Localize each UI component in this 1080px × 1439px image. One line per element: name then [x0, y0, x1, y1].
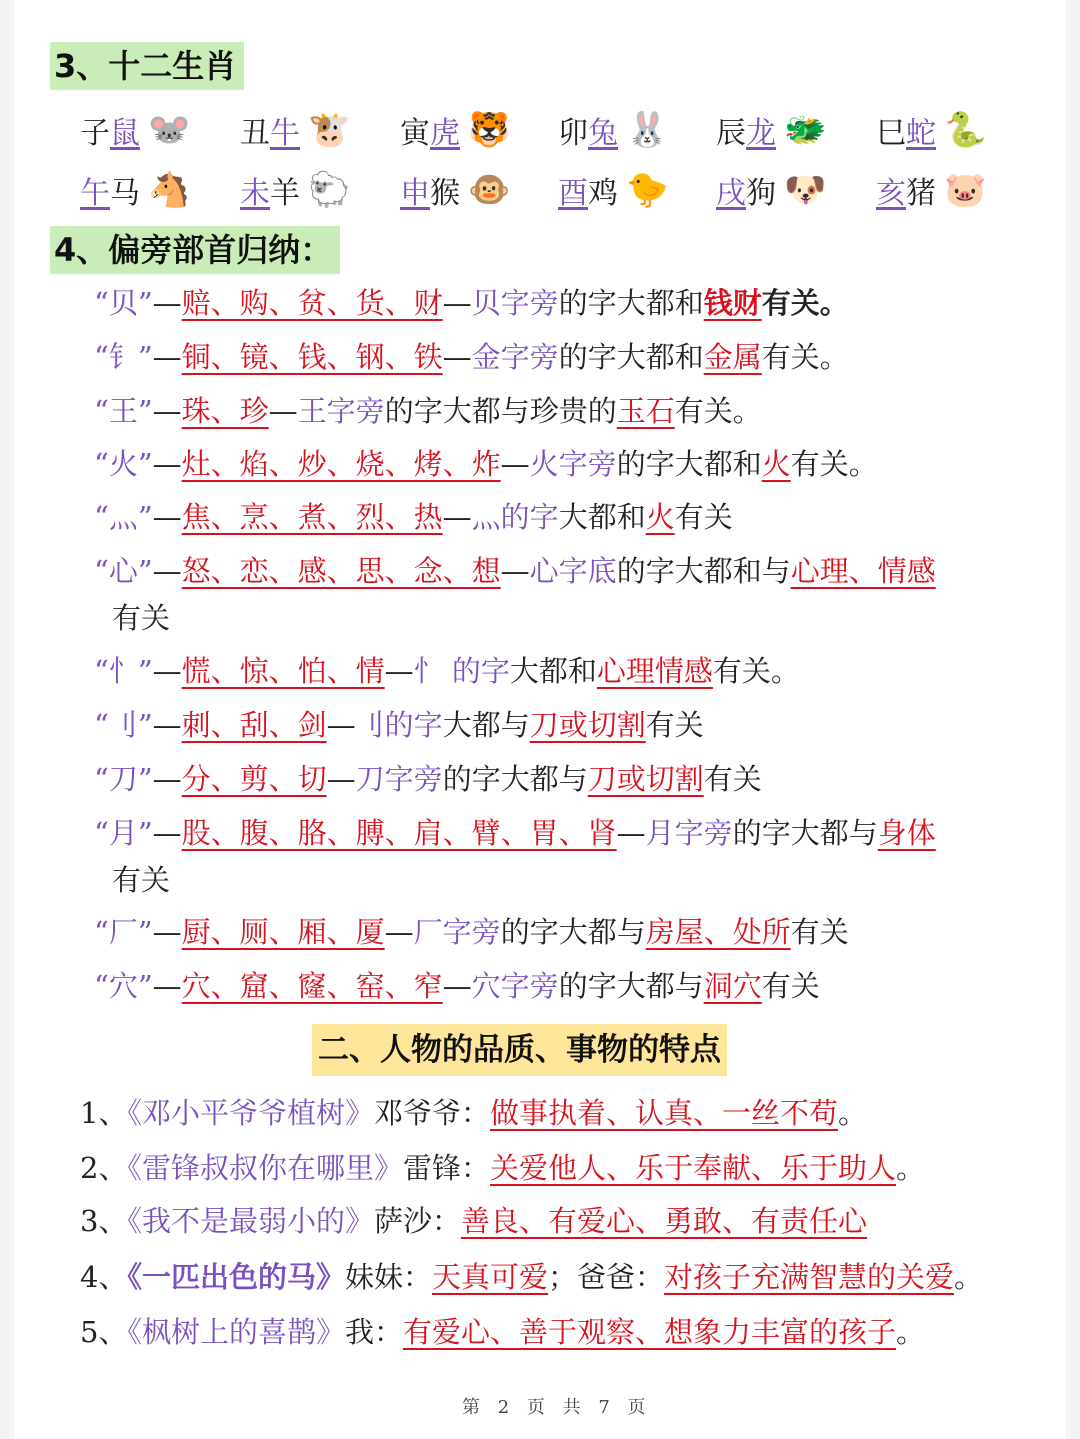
radical-row — [94, 494, 733, 540]
radical-row — [94, 441, 878, 487]
radical-label: “灬” — [94, 500, 153, 534]
zodiac-animal-icon: 🐶 — [784, 170, 827, 210]
character-name: 萨沙： — [373, 1204, 461, 1238]
radical-name: 穴字旁 — [471, 969, 559, 1003]
zodiac-animal: 猴 — [430, 176, 460, 211]
radical-name: 刀字旁 — [355, 762, 443, 796]
quality-item — [80, 1198, 867, 1244]
second-character: ；爸爸： — [548, 1260, 665, 1294]
radical-name: 火字旁 — [529, 447, 617, 481]
zodiac-animal-icon: 🐤 — [626, 170, 669, 210]
example-chars: 焦、烹、煮、烈、热 — [181, 500, 443, 534]
ending-text: 有关 — [790, 915, 849, 949]
radical-row — [94, 909, 849, 955]
zodiac-branch: 巳 — [876, 116, 906, 151]
zodiac-animal: 马 — [110, 176, 140, 211]
quality-item — [80, 1309, 925, 1355]
dash: — — [326, 762, 356, 796]
book-title: 《雷锋叔叔你在哪里》 — [127, 1151, 403, 1185]
ending-text: 有关。 — [761, 286, 849, 320]
zodiac-branch: 戌 — [716, 176, 746, 211]
dash: — — [326, 708, 356, 742]
ending-text: 。 — [954, 1260, 984, 1294]
dash: — — [152, 286, 182, 320]
meaning-topic: 玉石 — [616, 394, 675, 428]
zodiac-item — [240, 168, 350, 212]
meaning-topic: 洞穴 — [703, 969, 762, 1003]
zodiac-animal-icon: 🐴 — [148, 170, 191, 210]
connector-text: 的字大都与珍贵的 — [384, 394, 617, 428]
connector-text: 的字大都与 — [558, 969, 704, 1003]
book-title: 《枫树上的喜鹊》 — [127, 1315, 345, 1349]
connector-text: 的字大都和 — [558, 340, 704, 374]
quality-text: 关爱他人、乐于奉献、乐于助人 — [489, 1151, 896, 1185]
zodiac-animal-icon: 🐭 — [148, 110, 191, 150]
item-number: 2、 — [80, 1151, 128, 1185]
zodiac-branch: 辰 — [716, 116, 746, 151]
dash: — — [152, 654, 182, 688]
quality-text: 有爱心、善于观察、想象力丰富的孩子 — [402, 1315, 896, 1349]
example-chars: 赔、购、贫、货、财 — [181, 286, 443, 320]
ending-text: 。 — [838, 1096, 868, 1130]
page-number: 第 2 页 共 7 页 — [462, 1397, 652, 1418]
zodiac-animal-icon: 🐰 — [626, 110, 669, 150]
zodiac-animal: 猪 — [906, 176, 936, 211]
item-number: 3、 — [80, 1204, 128, 1238]
zodiac-animal: 鸡 — [588, 176, 618, 211]
ending-text: 有关。 — [674, 394, 762, 428]
connector-text: 大都与 — [442, 708, 530, 742]
ending-text: 有关 — [112, 601, 171, 635]
radical-row — [94, 280, 849, 326]
zodiac-item — [876, 168, 986, 212]
radical-label: “心” — [94, 554, 153, 588]
dash: — — [442, 340, 472, 374]
zodiac-branch: 寅 — [400, 116, 430, 151]
dash: — — [152, 394, 182, 428]
example-chars: 分、剪、切 — [181, 762, 327, 796]
character-name: 雷锋： — [402, 1151, 490, 1185]
radical-row — [94, 702, 704, 748]
zodiac-animal: 牛 — [270, 116, 300, 151]
quality-item — [80, 1145, 925, 1191]
radical-label: “贝” — [94, 286, 153, 320]
quality-text: 天真可爱 — [431, 1260, 548, 1294]
example-chars: 慌、惊、怕、情 — [181, 654, 385, 688]
zodiac-item — [558, 108, 668, 152]
ending-text: 有关。 — [790, 447, 878, 481]
zodiac-animal-icon: 🐮 — [308, 110, 351, 150]
zodiac-branch: 子 — [80, 116, 110, 151]
zodiac-item — [80, 108, 190, 152]
radical-name: 心字底 — [529, 554, 617, 588]
quality-text: 做事执着、认真、一丝不苟 — [489, 1096, 838, 1130]
zodiac-animal-icon: 🐲 — [784, 110, 827, 150]
meaning-topic: 金属 — [703, 340, 762, 374]
section-title-zodiac: 3、十二生肖 — [50, 42, 244, 90]
zodiac-branch: 未 — [240, 176, 270, 211]
radical-name: 刂的字 — [355, 708, 443, 742]
meaning-topic: 钱财 — [703, 286, 762, 320]
meaning-topic: 刀或切割 — [529, 708, 646, 742]
ending-text: 有关 — [703, 762, 762, 796]
example-chars: 股、腹、胳、膊、肩、臂、胃、肾 — [181, 816, 617, 850]
zodiac-item — [80, 168, 190, 212]
example-chars: 穴、窟、窿、窑、窄 — [181, 969, 443, 1003]
radical-name: 厂字旁 — [413, 915, 501, 949]
radical-name: 贝字旁 — [471, 286, 559, 320]
dash: — — [152, 500, 182, 534]
zodiac-animal-icon: 🐵 — [468, 170, 511, 210]
connector-text: 的字大都和 — [558, 286, 704, 320]
dash: — — [152, 447, 182, 481]
dash: — — [152, 762, 182, 796]
example-chars: 灶、焰、炒、烧、烤、炸 — [181, 447, 501, 481]
radical-label: “月” — [94, 816, 153, 850]
zodiac-animal: 蛇 — [906, 116, 936, 151]
example-chars: 怒、恋、感、思、念、想 — [181, 554, 501, 588]
zodiac-animal: 狗 — [746, 176, 776, 211]
connector-text: 的字大都和 — [616, 447, 762, 481]
connector-text: 大都和 — [558, 500, 646, 534]
example-chars: 铜、镜、钱、钢、铁 — [181, 340, 443, 374]
meaning-topic: 心理、情感 — [790, 554, 936, 588]
radical-row — [94, 334, 849, 380]
zodiac-item — [876, 108, 986, 152]
radical-label: “王” — [94, 394, 153, 428]
zodiac-item — [716, 168, 826, 212]
ending-text: 有关。 — [712, 654, 800, 688]
quality-text-2: 对孩子充满智慧的关爱 — [664, 1260, 955, 1294]
zodiac-animal: 兔 — [588, 116, 618, 151]
dash: — — [442, 969, 472, 1003]
character-name: 我： — [344, 1315, 403, 1349]
ending-text: 有关。 — [761, 340, 849, 374]
radical-name: 灬的字 — [471, 500, 559, 534]
zodiac-branch: 午 — [80, 176, 110, 211]
dash: — — [268, 394, 298, 428]
book-title: 《一匹出色的马》 — [127, 1260, 345, 1294]
ending-text: 。 — [896, 1315, 926, 1349]
ending-text: 有关 — [674, 500, 733, 534]
zodiac-item — [240, 108, 350, 152]
quality-item — [80, 1254, 983, 1300]
zodiac-branch: 丑 — [240, 116, 270, 151]
item-number: 1、 — [80, 1096, 128, 1130]
radical-row — [94, 756, 762, 802]
character-name: 妹妹： — [344, 1260, 432, 1294]
radical-label: “厂” — [94, 915, 153, 949]
example-chars: 珠、珍 — [181, 394, 269, 428]
dash: — — [152, 340, 182, 374]
connector-text: 的字大都与 — [442, 762, 588, 796]
zodiac-item — [558, 168, 668, 212]
dash: — — [152, 708, 182, 742]
book-title: 《我不是最弱小的》 — [127, 1204, 374, 1238]
dash: — — [442, 286, 472, 320]
item-number: 4、 — [80, 1260, 128, 1294]
meaning-topic: 火 — [761, 447, 791, 481]
radical-name: 王字旁 — [297, 394, 385, 428]
zodiac-animal: 龙 — [746, 116, 776, 151]
meaning-topic: 身体 — [877, 816, 936, 850]
radical-label: “穴” — [94, 969, 153, 1003]
connector-text: 的字大都与 — [732, 816, 878, 850]
document-page — [14, 0, 1066, 1439]
radical-label: “钅” — [94, 340, 153, 374]
connector-text: 的字大都和与 — [616, 554, 791, 588]
zodiac-branch: 申 — [400, 176, 430, 211]
zodiac-animal-icon: 🐍 — [944, 110, 987, 150]
ending-text: 有关 — [112, 863, 171, 897]
radical-name: 金字旁 — [471, 340, 559, 374]
book-title: 《邓小平爷爷植树》 — [127, 1096, 374, 1130]
dash: — — [500, 554, 530, 588]
connector-text: 的字大都与 — [500, 915, 646, 949]
dash: — — [616, 816, 646, 850]
example-chars: 厨、厕、厢、厦 — [181, 915, 385, 949]
zodiac-branch: 亥 — [876, 176, 906, 211]
ending-text: 有关 — [645, 708, 704, 742]
dash: — — [384, 654, 414, 688]
section-title-radicals: 4、偏旁部首归纳： — [50, 226, 340, 274]
radical-row — [94, 388, 762, 434]
connector-text: 大都和 — [509, 654, 597, 688]
zodiac-animal-icon: 🐑 — [308, 170, 351, 210]
radical-label: “刂” — [94, 708, 153, 742]
zodiac-item — [400, 168, 510, 212]
radical-label: “忄” — [94, 654, 153, 688]
meaning-topic: 房屋、处所 — [645, 915, 791, 949]
meaning-topic: 刀或切割 — [587, 762, 704, 796]
radical-name: 月字旁 — [645, 816, 733, 850]
ending-text: 。 — [896, 1151, 926, 1185]
zodiac-item — [400, 108, 510, 152]
dash: — — [442, 500, 472, 534]
quality-item — [80, 1090, 867, 1136]
quality-text: 善良、有爱心、勇敢、有责任心 — [460, 1204, 867, 1238]
radical-name: 忄 的字 — [413, 654, 510, 688]
zodiac-animal: 羊 — [270, 176, 300, 211]
zodiac-branch: 卯 — [558, 116, 588, 151]
dash: — — [152, 554, 182, 588]
zodiac-branch: 酉 — [558, 176, 588, 211]
radical-row — [94, 548, 1054, 635]
character-name: 邓爷爷： — [373, 1096, 490, 1130]
dash: — — [152, 816, 182, 850]
meaning-topic: 火 — [645, 500, 675, 534]
zodiac-animal: 虎 — [430, 116, 460, 151]
radical-row — [94, 810, 1054, 897]
radical-label: “火” — [94, 447, 153, 481]
zodiac-item — [716, 108, 826, 152]
radical-label: “刀” — [94, 762, 153, 796]
ending-text: 有关 — [761, 969, 820, 1003]
dash: — — [384, 915, 414, 949]
zodiac-animal-icon: 🐷 — [944, 170, 987, 210]
dash: — — [500, 447, 530, 481]
zodiac-animal-icon: 🐯 — [468, 110, 511, 150]
meaning-topic: 心理情感 — [596, 654, 713, 688]
example-chars: 刺、刮、剑 — [181, 708, 327, 742]
part2-title: 二、人物的品质、事物的特点 — [312, 1024, 727, 1076]
dash: — — [152, 969, 182, 1003]
radical-row — [94, 963, 820, 1009]
radical-row — [94, 648, 800, 694]
item-number: 5、 — [80, 1315, 128, 1349]
dash: — — [152, 915, 182, 949]
zodiac-animal: 鼠 — [110, 116, 140, 151]
